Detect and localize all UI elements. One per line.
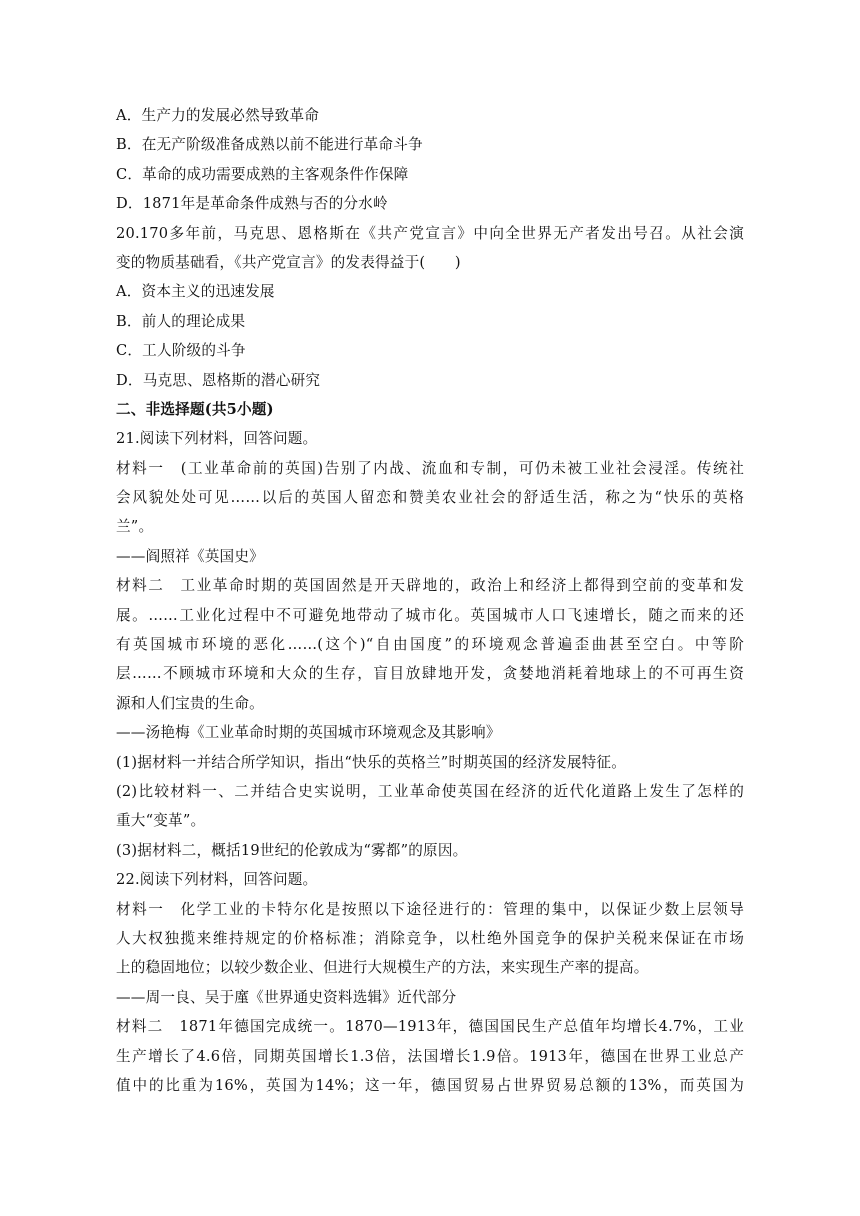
q21-question-2-line-2: 重大“变革”。 (116, 812, 206, 830)
q20-stem-line-2: 变的物质基础看，《共产党宣言》的发表得益于( ) (116, 253, 461, 271)
q21-material2-line-5: 源和人们宝贵的生命。 (116, 694, 264, 712)
q21-material2-line-3: 有英国城市环境的恶化……(这个)“自由国度”的环境观念普遍歪曲甚至空白。中等阶 (116, 636, 744, 654)
q22-material1-source: ——周一良、吴于廑《世界通史资料选辑》近代部分 (116, 988, 457, 1006)
q20-option-d: D．马克思、恩格斯的潜心研究 (116, 371, 321, 389)
q19-option-c: C．革命的成功需要成熟的主客观条件作保障 (116, 165, 409, 183)
q21-question-2-line-1: (2)比较材料一、二并结合史实说明，工业革命使英国在经济的近代化道路上发生了怎样的 (116, 782, 744, 800)
q21-material2-line-4: 层……不顾城市环境和大众的生存，盲目放肆地开发，贪婪地消耗着地球上的不可再生资 (116, 665, 744, 683)
q21-intro: 21.阅读下列材料，回答问题。 (116, 430, 318, 448)
q21-material1-line-3: 兰”。 (116, 518, 154, 536)
q22-material1-line-3: 上的稳固地位；以较少数企业、但进行大规模生产的方法，来实现生产率的提高。 (116, 959, 649, 977)
q21-material1-line-2: 会风貌处处可见……以后的英国人留恋和赞美农业社会的舒适生活，称之为“快乐的英格 (116, 489, 744, 507)
q21-material2-line-2: 展。……工业化过程中不可避免地带动了城市化。英国城市人口飞速增长，随之而来的还 (116, 606, 744, 624)
q22-material2-line-3: 值中的比重为16%，英国为14%；这一年，德国贸易占世界贸易总额的13%，而英国为 (116, 1076, 744, 1094)
q22-material1-line-2: 人大权独揽来维持规定的价格标准；消除竞争，以杜绝外国竞争的保护关税来保证在市场 (116, 929, 744, 947)
q22-intro: 22.阅读下列材料，回答问题。 (116, 871, 318, 889)
document-page (116, 101, 744, 1100)
q22-material1-line-1: 材料一 化学工业的卡特尔化是按照以下途径进行的：管理的集中，以保证少数上层领导 (116, 900, 744, 918)
q22-material2-line-2: 生产增长了4.6倍，同期英国增长1.3倍，法国增长1.9倍。1913年，德国在世界工业总产 (116, 1047, 744, 1065)
q21-question-1: (1)据材料一并结合所学知识，指出“快乐的英格兰”时期英国的经济发展特征。 (116, 753, 626, 771)
q21-material2-line-1: 材料二 工业革命时期的英国固然是开天辟地的，政治上和经济上都得到空前的变革和发 (116, 577, 744, 595)
q20-stem-line-1: 20.170多年前，马克思、恩格斯在《共产党宣言》中向全世界无产者发出号召。从社会演 (116, 224, 744, 242)
q19-option-d: D．1871年是革命条件成熟与否的分水岭 (116, 195, 388, 213)
q19-option-a: A．生产力的发展必然导致革命 (116, 107, 320, 124)
q21-material2-source: ——汤艳梅《工业革命时期的英国城市环境观念及其影响》 (116, 724, 501, 742)
q21-material1-source: ——阎照祥《英国史》 (116, 547, 264, 565)
q22-material2-line-1: 材料二 1871年德国完成统一。1870—1913年，德国国民生产总值年均增长4.7%，工业 (116, 1018, 744, 1036)
q20-option-c: C．工人阶级的斗争 (116, 342, 246, 360)
q19-option-b: B．在无产阶级准备成熟以前不能进行革命斗争 (116, 136, 423, 154)
q21-material1-line-1: 材料一 (工业革命前的英国)告别了内战、流血和专制，可仍未被工业社会浸淫。传统社 (116, 459, 744, 477)
section-heading: 二、非选择题(共5小题) (116, 400, 274, 418)
q21-question-3: (3)据材料二，概括19世纪的伦敦成为“雾都”的原因。 (116, 841, 468, 859)
q20-option-b: B．前人的理论成果 (116, 312, 246, 330)
q20-option-a: A．资本主义的迅速发展 (116, 283, 275, 301)
